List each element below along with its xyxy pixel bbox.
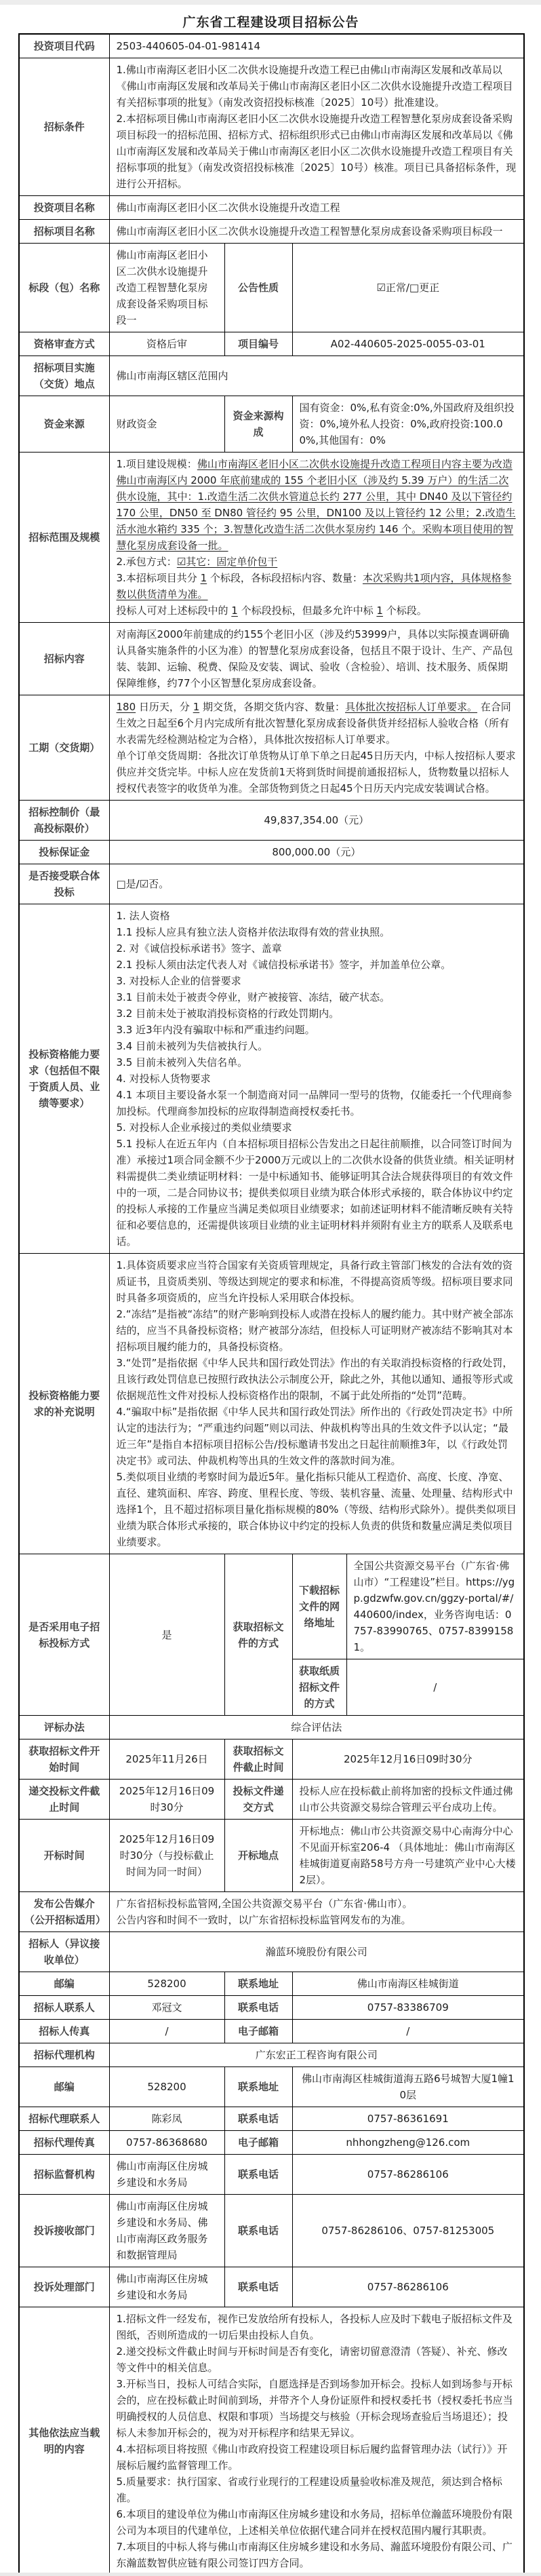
label-tender-conditions: 招标条件 bbox=[19, 58, 109, 196]
table-row-complaint-handle bbox=[19, 2267, 524, 2307]
value-tenderer-postcode: 528200 bbox=[109, 1972, 224, 1996]
label-submission-method: 投标文件递交方式 bbox=[224, 1780, 292, 1820]
table-row-tender-content bbox=[19, 623, 524, 695]
table-row-tender-conditions bbox=[19, 58, 524, 196]
label-agency-postcode: 邮编 bbox=[19, 2067, 109, 2107]
value-evaluation-method: 综合评估法 bbox=[109, 1716, 524, 1739]
value-delivery-location: 佛山市南海区辖区范围内 bbox=[109, 356, 524, 396]
value-scope: 1.项目建设规模：佛山市南海区老旧小区二次供水设施提升改造工程项目内容主要为改造佛山市南海区内 2000 年底前建成的 155 个老旧小区（涉及约 5.39 万户）的生活二次供水设施，其中：1.改造生活二次供水管道总长约 277 公里，其中 DN40 及以下管径约 170 公里，DN50 至 DN80 管径约 95 公里，DN100 及以上管径约 12 公里；2.改造生活水池水箱约 335 个；3.智慧化改造生活二次供水泵房约 146 个。采购本项目使用的智慧化泵房成套设备一批。 2.承包方式：☑其它：固定单价包干 3.本招标项目共分 1 个标段，各标段招标内容、数量：本次采购共1项内容，具体规格参数以供货清单为准。 投标人可对上述标段中的 1 个标段投标，但最多允许中标 1 个标段。 bbox=[109, 453, 524, 623]
label-control-price: 招标控制价（最高投标限价） bbox=[19, 801, 109, 841]
value-tenderer-contact: 邓冠文 bbox=[109, 1996, 224, 2020]
value-agency-address: 佛山市南海区桂城街道海五路6号城智大厦1幢10层 bbox=[292, 2067, 524, 2107]
table-row-duration bbox=[19, 695, 524, 801]
table-row-project-code bbox=[19, 34, 524, 58]
label-project-number: 项目编号 bbox=[224, 332, 292, 356]
label-tenderer-phone: 联系电话 bbox=[224, 1996, 292, 2020]
table-row-other bbox=[19, 2307, 524, 2576]
label-duration: 工期（交货期） bbox=[19, 695, 109, 801]
value-tenderer-address: 佛山市南海区桂城街道 bbox=[292, 1972, 524, 1996]
label-funding-composition: 资金来源构成 bbox=[224, 396, 292, 453]
label-agency-phone: 联系电话 bbox=[224, 2107, 292, 2131]
page-bottom-strip bbox=[0, 2573, 541, 2576]
value-supervisor-phone: 0757-86286106 bbox=[292, 2155, 524, 2195]
value-project-number: A02-440605-2025-0055-03-01 bbox=[292, 332, 524, 356]
label-complaint-recv: 投诉接收部门 bbox=[19, 2195, 109, 2267]
value-notice-nature: ☑正常/□更正 bbox=[292, 244, 524, 332]
label-complaint-handle: 投诉处理部门 bbox=[19, 2267, 109, 2307]
label-doc-start-time: 获取招标文件开始时间 bbox=[19, 1739, 109, 1780]
value-consortium: □是/☑否。 bbox=[109, 864, 524, 904]
label-tender-content: 招标内容 bbox=[19, 623, 109, 695]
label-scope: 招标范围及规模 bbox=[19, 453, 109, 623]
value-tender-content: 对南海区2000年前建成的约155个老旧小区（涉及约53999户，具体以实际摸查调研确认具备实施条件的小区为准）的智慧化泵房成套设备，包括且不限于设计、生产、产品包装、装卸、运输、税费、保险及安装、调试、验收（含检验）、培训、技术服务、质保期保障维修，约77个小区智慧化泵房成套设备。 bbox=[109, 623, 524, 695]
value-complaint-recv-phone: 0757-86286106、0757-81253005 bbox=[292, 2195, 524, 2267]
label-tenderer-address: 联系地址 bbox=[224, 1972, 292, 1996]
value-e-bidding: 是 bbox=[109, 1554, 224, 1716]
value-bid-bond: 800,000.00（元） bbox=[109, 841, 524, 864]
table-row-agency bbox=[19, 2043, 524, 2067]
table-row-qualification-review bbox=[19, 332, 524, 356]
table-row-evaluation bbox=[19, 1716, 524, 1739]
value-funding-source: 财政资金 bbox=[109, 396, 224, 453]
label-obtain-method: 获取招标文件的方式 bbox=[224, 1554, 292, 1716]
table-row-supervisor bbox=[19, 2155, 524, 2195]
table-row-tenderer-postcode bbox=[19, 1972, 524, 1996]
table-row-qualification-req bbox=[19, 904, 524, 1254]
label-paper-method: 获取纸质招标文件的方式 bbox=[292, 1659, 346, 1716]
label-other-content: 其他依法应当载明的内容 bbox=[19, 2307, 109, 2576]
value-doc-start-time: 2025年11月26日 bbox=[109, 1739, 224, 1780]
table-row-section-name bbox=[19, 244, 524, 332]
label-supervisor-phone: 联系电话 bbox=[224, 2155, 292, 2195]
value-tenderer-phone: 0757-83386709 bbox=[292, 1996, 524, 2020]
value-download-url: 全国公共资源交易平台（广东省·佛山市）“工程建设”栏目。https://ygp.gdzwfw.gov.cn/ggzy-portal/#/440600/index，业务咨询电话：0757-83990765、0757-83991581。 bbox=[346, 1554, 524, 1659]
label-tenderer: 招标人（异议接收单位） bbox=[19, 1932, 109, 1972]
label-complaint-recv-phone: 联系电话 bbox=[224, 2195, 292, 2267]
table-row-opening bbox=[19, 1820, 524, 1892]
value-agency-phone: 0757-86361691 bbox=[292, 2107, 524, 2131]
page-title: 广东省工程建设项目招标公告 bbox=[182, 15, 359, 30]
value-duration: 180 日历天，分 1 期交货，各期交货内容、数量：具体批次按招标人订单要求。 在合同生效之日起至6个月内完成所有批次智慧化泵房成套设备供货并经招标人验收合格（所有水表需先经检测站检定为合格），具体批次按招标人订单要求。 单个订单交货周期：各批次订单货物从订单下单之日起45日历天内，中标人按招标人要求供应并交货完毕。中标人应在发货前1天将到货时间提前通报招标人，货物数量以招标人授权代表签字的收货单为准。全部货物到货之日起45个日历天内完成安装调试合格。 bbox=[109, 695, 524, 801]
value-qualification-notes: 1.具体资质要求应当符合国家有关资质管理规定，具备行政主管部门核发的合法有效的资质证书，且资质类别、等级达到规定的要求和标准，不得提高资质等级。招标项目要求同时具备多项资质的，应当允许投标人采用联合体投标。 2.“冻结”是指被“冻结”的财产影响到投标人或潜在投标人的履约能力。其中财产被全部冻结的，应当不具备投标资格；财产被部分冻结，但投标人可证明财产被冻结不影响其对本招标项目履约能力的，具备投标资格。 3.“处罚”是指依据《中华人民共和国行政处罚法》作出的有关取消投标资格的行政处罚，且该行政处罚信息已按照行政执法公示制度公开，除此之外，其他以通知、通报等形式或依据规范性文件对投标人投标资格作出的限制，不属于此处所指的“处罚”范畴。 4.“骗取中标”是指依据《中华人民共和国行政处罚法》所作出的《行政处罚决定书》中所认定的违法行为；“严重违约问题”则以司法、仲裁机构等出具的生效文件予以认定；“最近三年”是指自本招标项目招标公告/投标邀请书发出之日起往前顺推3年，以《行政处罚决定书》或司法、仲裁机构等出具的生效文件的落款时间为准。 5.类似项目业绩的考察时间为最近5年。量化指标只能从工程造价、高度、长度、净宽、直径、建筑面积、库容、跨度、里程长度、等级、装机容量、流量、处理量、结构形式中选择1个，且不超过招标项目量化指标规模的80%（等级、结构形式除外）。提供类似项目业绩为联合体形式承接的，联合体协议中约定的投标人负责的供货和数量应满足类似项目业绩要求。 bbox=[109, 1254, 524, 1554]
announcement-table bbox=[18, 33, 525, 2576]
table-row-invest-project-name bbox=[19, 196, 524, 220]
label-tenderer-fax: 招标人传真 bbox=[19, 2020, 109, 2043]
value-section-name: 佛山市南海区老旧小区二次供水设施提升改造工程智慧化泵房成套设备采购项目标段一 bbox=[109, 244, 224, 332]
table-row-agency-postcode bbox=[19, 2067, 524, 2107]
label-agency-contact: 招标代理联系人 bbox=[19, 2107, 109, 2131]
label-delivery-location: 招标项目实施（交货）地点 bbox=[19, 356, 109, 396]
value-tender-project-name: 佛山市南海区老旧小区二次供水设施提升改造工程智慧化泵房成套设备采购项目标段一 bbox=[109, 220, 524, 244]
value-tenderer-email: / bbox=[292, 2020, 524, 2043]
label-invest-project-name: 投资项目名称 bbox=[19, 196, 109, 220]
table-row-submission bbox=[19, 1780, 524, 1820]
value-agency-postcode: 528200 bbox=[109, 2067, 224, 2107]
table-row-agency-contact bbox=[19, 2107, 524, 2131]
table-row-tender-project-name bbox=[19, 220, 524, 244]
label-download-url: 下载招标文件的网络地址 bbox=[292, 1554, 346, 1659]
value-submission-method: 投标人应在投标截止前将加密的投标文件通过佛山市公共资源交易综合管理云平台成功上传。 bbox=[292, 1780, 524, 1820]
table-row-funding bbox=[19, 396, 524, 453]
value-agency-fax: 0757-86368680 bbox=[109, 2131, 224, 2155]
label-tenderer-postcode: 邮编 bbox=[19, 1972, 109, 1996]
label-submission-deadline: 递交投标文件截止时间 bbox=[19, 1780, 109, 1820]
value-announcement-media: 广东省招标投标监管网,全国公共资源交易平台（广东省·佛山市）。 公告内容和时间不一致时，以广东省招标投标监管网发布的为准。 bbox=[109, 1892, 524, 1932]
label-complaint-handle-phone: 联系电话 bbox=[224, 2267, 292, 2307]
label-qualification-req: 投标资格能力要求（包括但不限于资质人员、业绩等要求） bbox=[19, 904, 109, 1254]
label-consortium: 是否接受联合体投标 bbox=[19, 864, 109, 904]
label-opening-place: 开标地点 bbox=[224, 1820, 292, 1892]
label-agency: 招标代理机构 bbox=[19, 2043, 109, 2067]
table-row-doc-time bbox=[19, 1739, 524, 1780]
value-complaint-handle: 佛山市南海区住房城乡建设和水务局 bbox=[109, 2267, 224, 2307]
label-agency-address: 联系地址 bbox=[224, 2067, 292, 2107]
page-top-strip bbox=[0, 0, 541, 5]
label-tender-project-name: 招标项目名称 bbox=[19, 220, 109, 244]
value-qualification-review: 资格后审 bbox=[109, 332, 224, 356]
value-agency-email: nhhongzheng@126.com bbox=[292, 2131, 524, 2155]
label-agency-fax: 招标代理传真 bbox=[19, 2131, 109, 2155]
label-notice-nature: 公告性质 bbox=[224, 244, 292, 332]
label-section-name: 标段（包）名称 bbox=[19, 244, 109, 332]
value-submission-deadline: 2025年12月16日09时30分 bbox=[109, 1780, 224, 1820]
label-supervisor: 招标监督机构 bbox=[19, 2155, 109, 2195]
value-opening-time: 2025年12月16日09时30分（与投标截止时间为同一时间） bbox=[109, 1820, 224, 1892]
value-agency-contact: 陈彩凤 bbox=[109, 2107, 224, 2131]
value-funding-composition: 国有资金：0%,私有资金:0%,外国政府及组织投资：0%,境外私人投资：0%,政府投资:100.00%,其他国有：0% bbox=[292, 396, 524, 453]
table-row-agency-fax bbox=[19, 2131, 524, 2155]
label-funding-source: 资金来源 bbox=[19, 396, 109, 453]
value-project-code: 2503-440605-04-01-981414 bbox=[109, 34, 524, 58]
value-opening-place: 开标地点：佛山市公共资源交易中心南海分中心不见面开标室206-4 （具体地址：佛山市南海区桂城街道夏南路58号方舟一号建筑产业中心大楼2层）。 bbox=[292, 1820, 524, 1892]
value-complaint-recv: 佛山市南海区住房城乡建设和水务局、佛山市南海区政务服务和数据管理局 bbox=[109, 2195, 224, 2267]
table-row-tenderer bbox=[19, 1932, 524, 1972]
value-tender-conditions: 1.佛山市南海区老旧小区二次供水设施提升改造工程已由佛山市南海区发展和改革局以《佛山市南海区发展和改革局关于佛山市南海区老旧小区二次供水设施提升改造工程项目有关招标事项的批复》（南发改资招投标核准〔2025〕10号）批准建设。 2.本招标项目佛山市南海区老旧小区二次供水设施提升改造工程智慧化泵房成套设备采购项目标段一的招标范围、招标方式、招标组织形式已由佛山市南海区发展和改革局以《佛山市南海区发展和改革局关于佛山市南海区老旧小区二次供水设施提升改造工程项目有关招标事项的批复》（南发改资招投标核准〔2025〕10号）核准。项目已具备招标条件，现进行公开招标。 bbox=[109, 58, 524, 196]
value-other-content: 1.招标文件一经发布，视作已发放给所有投标人，各投标人应及时下载电子版招标文件及图纸，否则所造成的一切后果由投标人自负。 2.递交投标文件截止时间与开标时间是否有变化，请密切留意澄清（答疑）、补充、修改等文件中的相关信息。 3.开标当日，投标人可结合实际，自愿选择是否到场参加开标会。投标人如到场参与开标会的，应在投标截止时间前到场，并带齐个人身份证原件和授权委托书（授权委托书应当明确授权的人员信息、权限和事项）当场提交与核验（开标会现场查验后当场退还）；投标人未参加开标会的，视为对开标程序和结果无异议。 4.本招标项目将按照《佛山市政府投资工程建设项目标后履约监督管理办法（试行）》开展标后履约监督管理工作。 5.质量要求：执行国家、省或行业现行的工程建设质量验收标准及规范，须达到合格标准。 6.本项目的建设单位为佛山市南海区住房城乡建设和水务局，招标单位瀚蓝环境股份有限公司为本项目的代建单位，上述相关单位依据代建合同并在授权范围内履行其职责。 7.本项目的中标人将与佛山市南海区住房城乡建设和水务局、瀚蓝环境股份有限公司、广东瀚蓝数智供应链有限公司签订四方合同。 bbox=[109, 2307, 524, 2576]
label-announcement-media: 发布公告媒介（公开招标适用） bbox=[19, 1892, 109, 1932]
table-row-tenderer-fax bbox=[19, 2020, 524, 2043]
table-row-delivery-location bbox=[19, 356, 524, 396]
value-invest-project-name: 佛山市南海区老旧小区二次供水设施提升改造工程 bbox=[109, 196, 524, 220]
table-row-e-bidding-download bbox=[19, 1554, 524, 1659]
table-row-media bbox=[19, 1892, 524, 1932]
value-qualification-req: 1. 法人资格 1.1 投标人应具有独立法人资格并依法取得有效的营业执照。 2. 对《诚信投标承诺书》签字、盖章 2.1 投标人须由法定代表人对《诚信投标承诺书》签字，并加盖单位公章。 3. 对投标人企业的信誉要求 3.1 目前未处于被责令停业，财产被接管、冻结，破产状态。 3.2 目前未处于被取消投标资格的行政处罚期内。 3.3 近3年内没有骗取中标和严重违约问题。 3.4 目前未被列为失信被执行人。 3.5 目前未被列入失信名单。 4. 对投标人货物要求 4.1 本项目主要设备水泵一个制造商对同一品牌同一型号的货物，仅能委托一个代理商参加投标。代理商参加投标的应取得制造商授权委托书。 5. 对投标人企业承接过的类似业绩要求 5.1 投标人在近五年内（自本招标项目招标公告发出之日起往前顺推，以合同签订时间为准）承接过1项合同金额不少于2000万元或以上的二次供水设备的供货业绩。相关证明材料需提供二类业绩证明材料：一是中标通知书、能够证明其合法合规获得项目的有效文件中的一项，二是合同协议书；提供类似项目业绩为联合体形式承接的，联合体协议中约定的投标人承接的工作量应当满足类似项目业绩要求；如前述证明材料不能清晰反映有关特征和必要信息的，还需提供该项目业绩的业主证明材料并须附有业主方的联系人及联系电话。 bbox=[109, 904, 524, 1254]
label-qualification-review: 资格审查方式 bbox=[19, 332, 109, 356]
label-project-code: 投资项目代码 bbox=[19, 34, 109, 58]
label-agency-email: 电子邮箱 bbox=[224, 2131, 292, 2155]
label-qualification-notes: 投标资格能力要求的补充说明 bbox=[19, 1254, 109, 1554]
label-tenderer-contact: 招标人联系人 bbox=[19, 1996, 109, 2020]
table-row-complaint-recv bbox=[19, 2195, 524, 2267]
value-tenderer-fax: / bbox=[109, 2020, 224, 2043]
table-row-scope bbox=[19, 453, 524, 623]
table-row-tenderer-contact bbox=[19, 1996, 524, 2020]
value-supervisor: 佛山市南海区住房城乡建设和水务局 bbox=[109, 2155, 224, 2195]
label-bid-bond: 投标保证金 bbox=[19, 841, 109, 864]
table-row-bid-bond bbox=[19, 841, 524, 864]
table-row-qualification-notes bbox=[19, 1254, 524, 1554]
value-complaint-handle-phone: 0757-86286106 bbox=[292, 2267, 524, 2307]
value-paper-method: / bbox=[346, 1659, 524, 1716]
label-e-bidding: 是否采用电子招标投标方式 bbox=[19, 1554, 109, 1716]
table-row-consortium bbox=[19, 864, 524, 904]
value-control-price: 49,837,354.00（元） bbox=[109, 801, 524, 841]
label-tenderer-email: 电子邮箱 bbox=[224, 2020, 292, 2043]
label-doc-end-time: 获取招标文件截止时间 bbox=[224, 1739, 292, 1780]
value-doc-end-time: 2025年12月16日09时30分 bbox=[292, 1739, 524, 1780]
label-opening-time: 开标时间 bbox=[19, 1820, 109, 1892]
label-evaluation-method: 评标办法 bbox=[19, 1716, 109, 1739]
table-row-control-price bbox=[19, 801, 524, 841]
value-agency: 广东宏正工程咨询有限公司 bbox=[109, 2043, 524, 2067]
value-tenderer: 瀚蓝环境股份有限公司 bbox=[109, 1932, 524, 1972]
